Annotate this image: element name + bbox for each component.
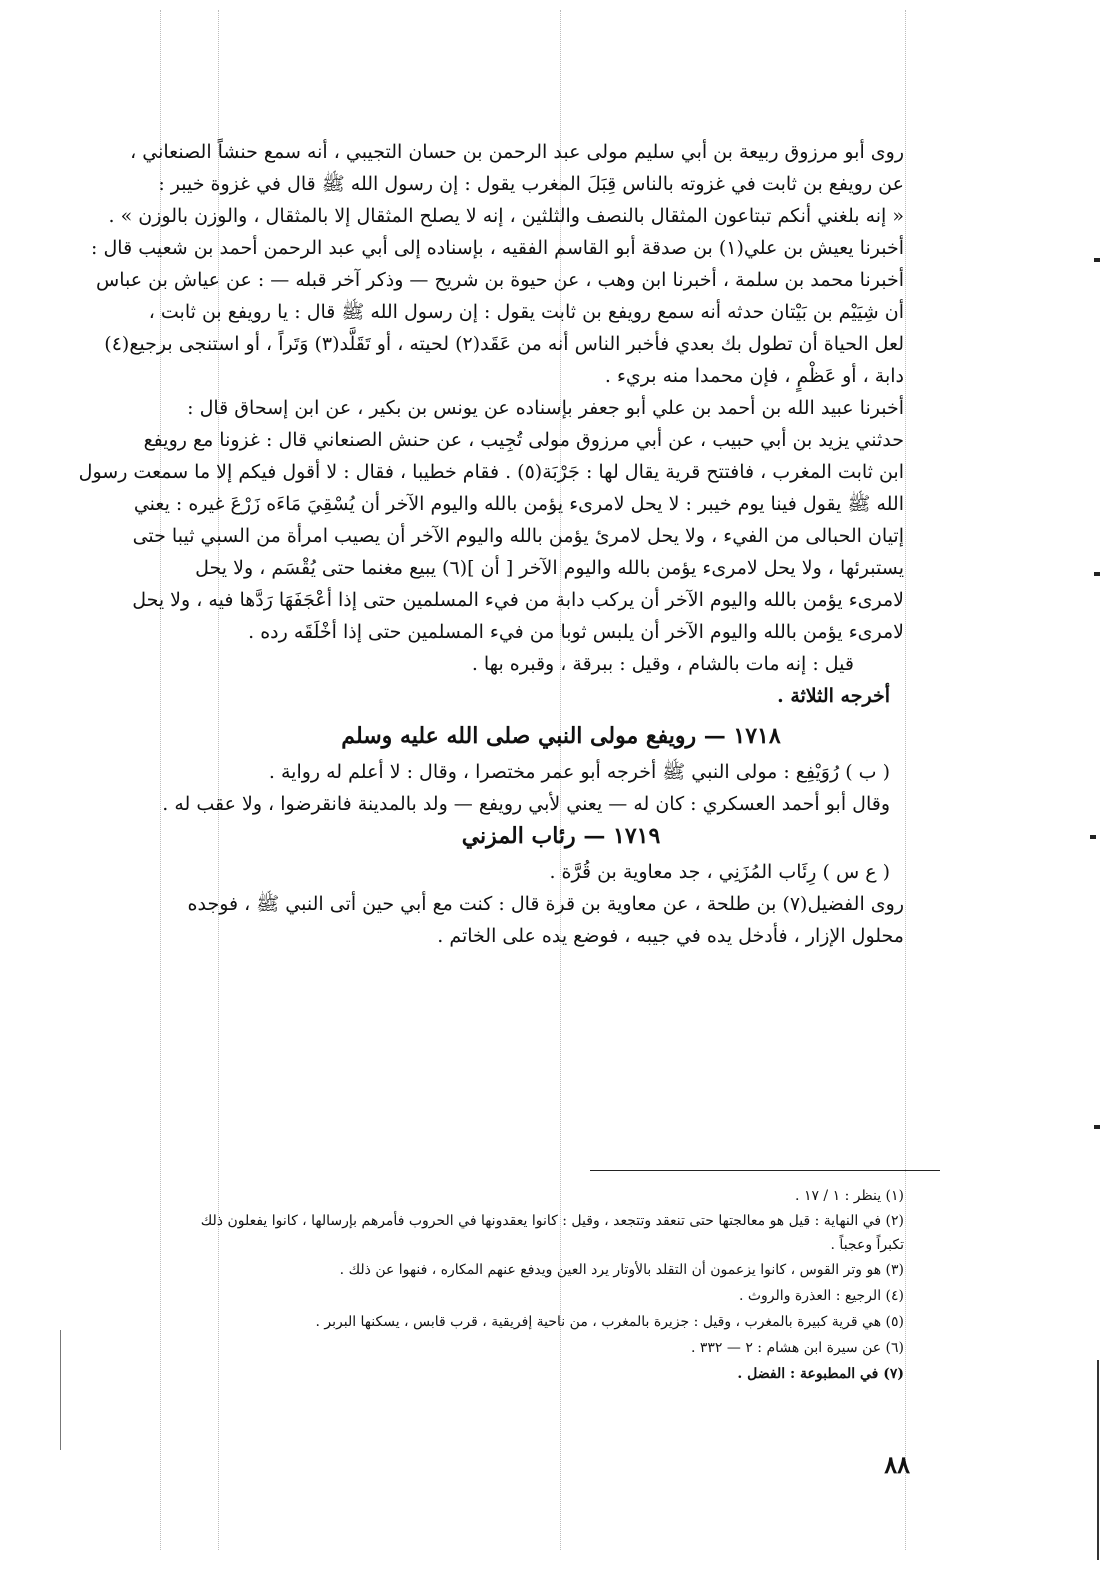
text-line: قيل : إنه مات بالشام ، وقيل : ببرقة ، وقبره بها .	[471, 653, 854, 675]
text-line: دابة ، أو عَظْمٍ ، فإن محمدا منه بريء .	[604, 365, 904, 387]
footnote-separator	[590, 1170, 940, 1171]
scan-speck	[1090, 835, 1096, 839]
footnote-6: (٦) عن سيرة ابن هشام : ٢ — ٣٣٢ .	[690, 1340, 904, 1356]
paragraph-4	[218, 648, 904, 680]
entry-heading-1719: ١٧١٩ — رئاب المزني	[461, 823, 661, 849]
paragraph-1	[108, 136, 904, 232]
text-line: حدثني يزيد بن أبي حبيب ، عن أبي مرزوق مولى تُجِيب ، عن حنش الصنعاني قال : غزونا مع رويفع	[143, 429, 904, 451]
scan-speck	[1094, 258, 1100, 262]
page-number: ٨٨	[884, 1450, 910, 1479]
footnote-2: (٢) في النهاية : قيل هو معالجتها حتى تنعقد وتتجعد ، وقيل : كانوا يعقدونها في الحروب فأمرهم بإرسالها ، كانوا يفعلون ذلك تكبراً وعجباً .	[200, 1213, 904, 1253]
text-line: لعل الحياة أن تطول بك بعدي فأخبر الناس أنه من عَقَد(٢) لحيته ، أو تَقَلَّد(٣) وَتَراً ، أو استنجى برجيع(٤)	[104, 333, 904, 355]
text-line: أن شِيَيْم بن بَيْتان حدثه أنه سمع رويفع بن ثابت يقول : إن رسول الله ﷺ قال : يا رويفع بن ثابت ،	[148, 301, 904, 323]
footnote-4: (٤) الرجيع : العذرة والروث .	[738, 1288, 904, 1304]
paragraph-2	[91, 232, 904, 392]
text-line: إتيان الحبالى من الفيء ، ولا يحل لامرئ يؤمن بالله واليوم الآخر أن يصيب امرأة من السبي ثيبا حتى	[132, 525, 904, 547]
text-line: عن رويفع بن ثابت في غزوته بالناس قِبَلَ المغرب يقول : إن رسول الله ﷺ قال في غزوة خيبر :	[158, 173, 904, 195]
text-line: أخبرنا عبيد الله بن أحمد بن علي أبو جعفر بإسناده عن يونس بن بكير ، عن ابن إسحاق قال :	[187, 397, 904, 419]
footnote-5: (٥) هي قرية كبيرة بالمغرب ، وقيل : جزيرة بالمغرب ، من ناحية إفريقية ، قرب قابس ، يسكنها البربر .	[315, 1314, 904, 1330]
entry-1718-text	[162, 756, 904, 820]
scan-guide-line	[905, 10, 906, 1550]
footnote-1: (١) ينظر : ١ / ١٧ .	[795, 1188, 904, 1204]
text-line: لامرىء يؤمن بالله واليوم الآخر أن يركب دابة من فيء المسلمين حتى إذا أعْجَفَهَا رَدَّها فيه ، ولا يحل	[132, 589, 904, 611]
text-line: يستبرئها ، ولا يحل لامرىء يؤمن بالله واليوم الآخر [ أن ](٦) يبيع مغنما حتى يُقْسَم ، ولا يحل	[195, 557, 904, 579]
paragraph-5	[218, 680, 904, 712]
text-line: أخبرنا يعيش بن علي(١) بن صدقة أبو القاسم الفقيه ، بإسناده إلى أبي عبد الرحمن أحمد بن شعيب قال :	[91, 237, 904, 259]
paragraph-3	[78, 392, 904, 648]
scan-speck	[1094, 572, 1100, 576]
text-line: ( ب ) رُوَيْفِع : مولى النبي ﷺ أخرجه أبو عمر مختصرا ، وقال : لا أعلم له رواية .	[268, 761, 890, 783]
text-line: ابن ثابت المغرب ، فافتتح قرية يقال لها : جَرْبَة(٥) . فقام خطيبا ، فقال : لا أقول فيكم إلا ما سمعت رسول	[78, 461, 904, 483]
text-line: « إنه بلغني أنكم تبتاعون المثقال بالنصف والثلثين ، إنه لا يصلح المثقال إلا بالمثقال ، والوزن بالوزن » .	[108, 205, 904, 227]
main-text	[78, 136, 904, 952]
text-line: أخرجه الثلاثة .	[777, 685, 890, 707]
text-line: الله ﷺ يقول فينا يوم خيبر : لا يحل لامرىء يؤمن بالله واليوم الآخر أن يُسْقِيَ مَاءَه زَرْعَ غيره : يعني	[133, 493, 904, 515]
text-line: ( ع س ) رِئَاب المُزَنِي ، جد معاوية بن قُرَّة .	[549, 861, 890, 883]
footnote-7: (٧) في المطبوعة : الفضل .	[737, 1366, 904, 1382]
scan-edge-line	[60, 1330, 61, 1450]
text-line: روى أبو مرزوق ربيعة بن أبي سليم مولى عبد الرحمن بن حسان التجيبي ، أنه سمع حنشاً الصنعاني ،	[130, 141, 904, 163]
entry-heading-1718: ١٧١٨ — رويفع مولى النبي صلى الله عليه وسلم	[341, 723, 781, 749]
text-line: أخبرنا محمد بن سلمة ، أخبرنا ابن وهب ، عن حيوة بن شريح — وذكر آخر قبله — : عن عياش بن عباس	[96, 269, 904, 291]
text-line: وقال أبو أحمد العسكري : كان له — يعني لأبي رويفع — ولد بالمدينة فانقرضوا ، ولا عقب له .	[162, 793, 890, 815]
text-line: روى الفضيل(٧) بن طلحة ، عن معاوية بن قرة قال : كنت مع أبي حين أتى النبي ﷺ ، فوجده	[187, 893, 904, 915]
footnote-3: (٣) هو وتر القوس ، كانوا يزعمون أن التقلد بالأوتار يرد العين ويدفع عنهم المكاره ، فنهوا عن ذلك .	[339, 1262, 904, 1278]
footnotes	[190, 1183, 904, 1387]
scan-edge-line	[1097, 1360, 1099, 1560]
entry-1719-text	[218, 856, 904, 888]
scan-speck	[1094, 1125, 1100, 1129]
entry-1719-text	[187, 888, 904, 952]
text-line: لامرىء يؤمن بالله واليوم الآخر أن يلبس ثوبا من فيء المسلمين حتى إذا أخْلَقَه رده .	[248, 621, 904, 643]
text-line: محلول الإزار ، فأدخل يده في جيبه ، فوضع يده على الخاتم .	[437, 925, 904, 947]
